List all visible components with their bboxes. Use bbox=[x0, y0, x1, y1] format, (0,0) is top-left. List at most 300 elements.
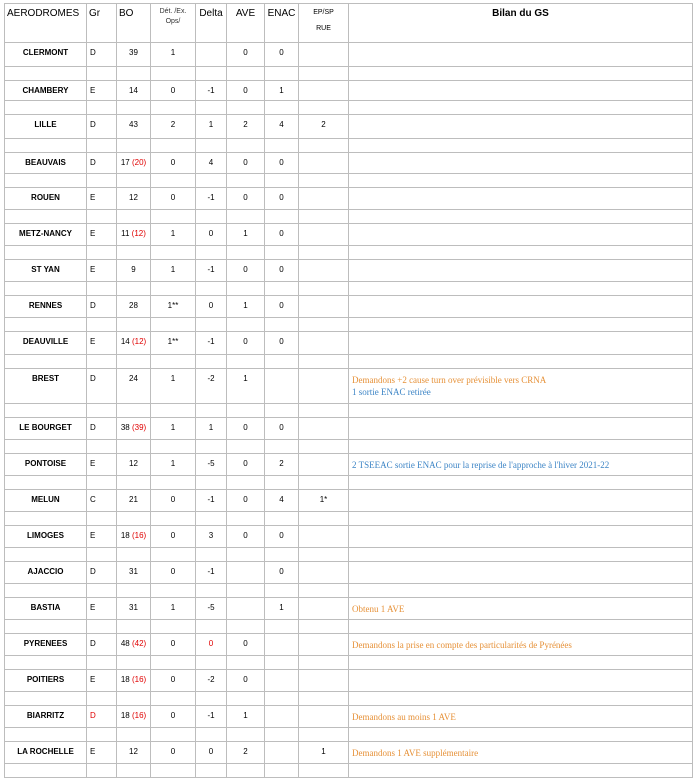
ep-rue-cell bbox=[299, 43, 349, 67]
ave-cell: 2 bbox=[227, 115, 265, 139]
empty-cell bbox=[87, 548, 117, 562]
empty-cell bbox=[5, 174, 87, 188]
enac-cell: 0 bbox=[265, 153, 299, 174]
spacer-row bbox=[5, 282, 693, 296]
empty-cell bbox=[196, 764, 227, 778]
aerodrome-name: LA ROCHELLE bbox=[5, 742, 87, 764]
spacer-row bbox=[5, 512, 693, 526]
empty-cell bbox=[196, 512, 227, 526]
bo-cell bbox=[117, 634, 151, 656]
table-row bbox=[5, 332, 693, 355]
empty-cell bbox=[5, 656, 87, 670]
empty-cell bbox=[299, 210, 349, 224]
det-cell: 0 bbox=[151, 188, 196, 210]
group-cell: D bbox=[87, 418, 117, 440]
ave-cell: 0 bbox=[227, 454, 265, 476]
aerodrome-name: PYRENEES bbox=[5, 634, 87, 656]
bo-cell bbox=[117, 153, 151, 174]
empty-cell bbox=[349, 548, 693, 562]
header-bo: BO bbox=[117, 4, 151, 43]
delta-cell: 0 bbox=[196, 742, 227, 764]
empty-cell bbox=[299, 476, 349, 490]
bo-value: 14 bbox=[120, 337, 130, 346]
aerodrome-name: BASTIA bbox=[5, 598, 87, 620]
bilan-cell bbox=[349, 454, 693, 476]
empty-cell bbox=[299, 548, 349, 562]
ep-rue-cell bbox=[299, 296, 349, 318]
empty-cell bbox=[299, 620, 349, 634]
header-bilan: Bilan du GS bbox=[349, 4, 693, 43]
empty-cell bbox=[349, 764, 693, 778]
empty-cell bbox=[265, 548, 299, 562]
header-rue: RUE bbox=[316, 25, 331, 32]
staffing-table bbox=[4, 3, 693, 778]
ave-cell: 0 bbox=[227, 260, 265, 282]
empty-cell bbox=[151, 728, 196, 742]
delta-cell: 0 bbox=[196, 224, 227, 246]
table-row bbox=[5, 634, 693, 656]
aerodrome-name: LE BOURGET bbox=[5, 418, 87, 440]
delta-cell: -1 bbox=[196, 188, 227, 210]
empty-cell bbox=[151, 476, 196, 490]
table-row bbox=[5, 369, 693, 404]
delta-cell: 0 bbox=[196, 634, 227, 656]
bo-value: 18 bbox=[120, 675, 130, 684]
empty-cell bbox=[265, 404, 299, 418]
ave-cell: 0 bbox=[227, 332, 265, 355]
table-row bbox=[5, 598, 693, 620]
aerodrome-name: PONTOISE bbox=[5, 454, 87, 476]
bo-target-value: (42) bbox=[131, 639, 147, 648]
empty-cell bbox=[349, 476, 693, 490]
bo-cell bbox=[117, 670, 151, 692]
bo-value: 39 bbox=[129, 48, 138, 57]
empty-cell bbox=[349, 620, 693, 634]
delta-cell: -1 bbox=[196, 562, 227, 584]
bo-cell bbox=[117, 369, 151, 404]
empty-cell bbox=[87, 355, 117, 369]
ep-rue-cell bbox=[299, 634, 349, 656]
header-ave: AVE bbox=[227, 4, 265, 43]
bilan-cell bbox=[349, 81, 693, 101]
empty-cell bbox=[349, 355, 693, 369]
enac-cell: 2 bbox=[265, 454, 299, 476]
table-row bbox=[5, 115, 693, 139]
det-cell: 1 bbox=[151, 260, 196, 282]
bilan-cell bbox=[349, 260, 693, 282]
enac-cell: 0 bbox=[265, 296, 299, 318]
group-cell: D bbox=[87, 153, 117, 174]
empty-cell bbox=[117, 318, 151, 332]
group-cell: D bbox=[87, 115, 117, 139]
bo-value: 12 bbox=[129, 459, 138, 468]
group-cell: D bbox=[87, 296, 117, 318]
empty-cell bbox=[87, 67, 117, 81]
empty-cell bbox=[299, 282, 349, 296]
bilan-cell bbox=[349, 598, 693, 620]
spacer-row bbox=[5, 318, 693, 332]
bo-target-value: (16) bbox=[131, 531, 147, 540]
empty-cell bbox=[196, 656, 227, 670]
delta-cell: 1 bbox=[196, 115, 227, 139]
spacer-row bbox=[5, 476, 693, 490]
empty-cell bbox=[299, 246, 349, 260]
ave-cell: 0 bbox=[227, 490, 265, 512]
ave-cell: 0 bbox=[227, 634, 265, 656]
header-aerodromes: AERODROMES bbox=[5, 4, 87, 43]
delta-cell: 1 bbox=[196, 418, 227, 440]
empty-cell bbox=[196, 584, 227, 598]
empty-cell bbox=[349, 318, 693, 332]
empty-cell bbox=[196, 440, 227, 454]
table-row bbox=[5, 224, 693, 246]
group-cell: D bbox=[87, 634, 117, 656]
bilan-cell bbox=[349, 742, 693, 764]
det-cell: 2 bbox=[151, 115, 196, 139]
empty-cell bbox=[299, 67, 349, 81]
empty-cell bbox=[227, 584, 265, 598]
empty-cell bbox=[265, 692, 299, 706]
empty-cell bbox=[299, 355, 349, 369]
bo-value: 14 bbox=[129, 86, 138, 95]
table-row bbox=[5, 296, 693, 318]
empty-cell bbox=[117, 548, 151, 562]
ave-cell: 0 bbox=[227, 43, 265, 67]
empty-cell bbox=[196, 101, 227, 115]
enac-cell: 0 bbox=[265, 188, 299, 210]
empty-cell bbox=[349, 139, 693, 153]
ep-rue-cell: 1 bbox=[299, 742, 349, 764]
empty-cell bbox=[299, 174, 349, 188]
empty-cell bbox=[196, 174, 227, 188]
spacer-row bbox=[5, 139, 693, 153]
empty-cell bbox=[349, 174, 693, 188]
empty-cell bbox=[5, 318, 87, 332]
bo-cell bbox=[117, 454, 151, 476]
enac-cell: 0 bbox=[265, 562, 299, 584]
enac-cell: 0 bbox=[265, 260, 299, 282]
aerodrome-name: AJACCIO bbox=[5, 562, 87, 584]
det-cell: 1** bbox=[151, 332, 196, 355]
empty-cell bbox=[227, 139, 265, 153]
aerodrome-name: BIARRITZ bbox=[5, 706, 87, 728]
empty-cell bbox=[299, 584, 349, 598]
empty-cell bbox=[299, 512, 349, 526]
empty-cell bbox=[5, 584, 87, 598]
empty-cell bbox=[227, 246, 265, 260]
empty-cell bbox=[117, 174, 151, 188]
delta-cell: -2 bbox=[196, 670, 227, 692]
bo-cell bbox=[117, 742, 151, 764]
empty-cell bbox=[349, 210, 693, 224]
empty-cell bbox=[5, 101, 87, 115]
spacer-row bbox=[5, 764, 693, 778]
group-cell: C bbox=[87, 490, 117, 512]
bilan-cell bbox=[349, 706, 693, 728]
ave-cell bbox=[227, 562, 265, 584]
delta-cell: 4 bbox=[196, 153, 227, 174]
bilan-cell bbox=[349, 332, 693, 355]
group-cell: E bbox=[87, 224, 117, 246]
empty-cell bbox=[87, 692, 117, 706]
empty-cell bbox=[227, 67, 265, 81]
det-cell: 0 bbox=[151, 670, 196, 692]
table-row bbox=[5, 526, 693, 548]
enac-cell: 4 bbox=[265, 115, 299, 139]
empty-cell bbox=[349, 404, 693, 418]
ave-cell: 1 bbox=[227, 224, 265, 246]
empty-cell bbox=[349, 282, 693, 296]
bilan-cell bbox=[349, 670, 693, 692]
header-delta: Delta bbox=[196, 4, 227, 43]
empty-cell bbox=[87, 476, 117, 490]
enac-cell: 4 bbox=[265, 490, 299, 512]
empty-cell bbox=[265, 620, 299, 634]
ave-cell: 0 bbox=[227, 153, 265, 174]
group-cell: E bbox=[87, 188, 117, 210]
empty-cell bbox=[5, 404, 87, 418]
table-row bbox=[5, 454, 693, 476]
bo-cell bbox=[117, 332, 151, 355]
empty-cell bbox=[87, 584, 117, 598]
empty-cell bbox=[349, 728, 693, 742]
empty-cell bbox=[117, 584, 151, 598]
table-row bbox=[5, 81, 693, 101]
empty-cell bbox=[299, 404, 349, 418]
empty-cell bbox=[265, 318, 299, 332]
empty-cell bbox=[196, 139, 227, 153]
bo-value: 11 bbox=[121, 229, 130, 238]
group-cell: D bbox=[87, 706, 117, 728]
empty-cell bbox=[299, 101, 349, 115]
empty-cell bbox=[5, 282, 87, 296]
bo-value: 31 bbox=[129, 567, 138, 576]
empty-cell bbox=[349, 512, 693, 526]
delta-cell: -5 bbox=[196, 454, 227, 476]
empty-cell bbox=[349, 246, 693, 260]
empty-cell bbox=[227, 440, 265, 454]
spacer-row bbox=[5, 210, 693, 224]
header-row bbox=[5, 4, 693, 43]
empty-cell bbox=[227, 548, 265, 562]
enac-cell bbox=[265, 369, 299, 404]
det-cell: 1 bbox=[151, 224, 196, 246]
aerodrome-name: ROUEN bbox=[5, 188, 87, 210]
empty-cell bbox=[5, 440, 87, 454]
empty-cell bbox=[227, 282, 265, 296]
bo-cell bbox=[117, 598, 151, 620]
empty-cell bbox=[349, 101, 693, 115]
det-cell: 1** bbox=[151, 296, 196, 318]
spacer-row bbox=[5, 728, 693, 742]
empty-cell bbox=[265, 512, 299, 526]
bilan-cell bbox=[349, 369, 693, 404]
enac-cell: 1 bbox=[265, 81, 299, 101]
header-det-label: Dét. /Ex. Ops/ bbox=[159, 8, 187, 25]
ave-cell: 0 bbox=[227, 188, 265, 210]
ep-rue-cell bbox=[299, 369, 349, 404]
det-cell: 1 bbox=[151, 369, 196, 404]
empty-cell bbox=[87, 404, 117, 418]
spacer-row bbox=[5, 548, 693, 562]
empty-cell bbox=[151, 318, 196, 332]
empty-cell bbox=[227, 764, 265, 778]
header-gr: Gr bbox=[87, 4, 117, 43]
aerodrome-name: CHAMBERY bbox=[5, 81, 87, 101]
empty-cell bbox=[151, 512, 196, 526]
empty-cell bbox=[349, 67, 693, 81]
aerodrome-name: BEAUVAIS bbox=[5, 153, 87, 174]
ep-rue-cell bbox=[299, 224, 349, 246]
empty-cell bbox=[151, 67, 196, 81]
table-row bbox=[5, 153, 693, 174]
empty-cell bbox=[196, 210, 227, 224]
empty-cell bbox=[196, 67, 227, 81]
aerodrome-name: DEAUVILLE bbox=[5, 332, 87, 355]
table-row bbox=[5, 490, 693, 512]
empty-cell bbox=[196, 404, 227, 418]
table-row bbox=[5, 706, 693, 728]
ep-rue-cell bbox=[299, 418, 349, 440]
delta-cell: -5 bbox=[196, 598, 227, 620]
ep-rue-cell bbox=[299, 260, 349, 282]
bo-value: 12 bbox=[129, 193, 138, 202]
bilan-cell bbox=[349, 115, 693, 139]
det-cell: 0 bbox=[151, 153, 196, 174]
empty-cell bbox=[87, 210, 117, 224]
det-cell: 1 bbox=[151, 418, 196, 440]
empty-cell bbox=[227, 174, 265, 188]
enac-cell bbox=[265, 670, 299, 692]
bilan-cell bbox=[349, 490, 693, 512]
det-cell: 0 bbox=[151, 526, 196, 548]
ep-rue-cell bbox=[299, 332, 349, 355]
delta-cell: 3 bbox=[196, 526, 227, 548]
empty-cell bbox=[87, 512, 117, 526]
spacer-row bbox=[5, 67, 693, 81]
empty-cell bbox=[196, 548, 227, 562]
group-cell: E bbox=[87, 670, 117, 692]
bilan-cell bbox=[349, 296, 693, 318]
empty-cell bbox=[87, 728, 117, 742]
group-cell: D bbox=[87, 369, 117, 404]
empty-cell bbox=[151, 404, 196, 418]
empty-cell bbox=[5, 355, 87, 369]
delta-cell bbox=[196, 43, 227, 67]
empty-cell bbox=[265, 584, 299, 598]
empty-cell bbox=[151, 764, 196, 778]
det-cell: 1 bbox=[151, 43, 196, 67]
empty-cell bbox=[265, 139, 299, 153]
staffing-table-container bbox=[4, 3, 693, 778]
enac-cell bbox=[265, 742, 299, 764]
spacer-row bbox=[5, 174, 693, 188]
empty-cell bbox=[299, 764, 349, 778]
empty-cell bbox=[117, 210, 151, 224]
empty-cell bbox=[151, 692, 196, 706]
empty-cell bbox=[151, 210, 196, 224]
empty-cell bbox=[265, 476, 299, 490]
empty-cell bbox=[117, 656, 151, 670]
empty-cell bbox=[5, 139, 87, 153]
bo-value: 21 bbox=[129, 495, 138, 504]
ep-rue-cell bbox=[299, 562, 349, 584]
bo-value: 12 bbox=[129, 747, 138, 756]
bo-cell bbox=[117, 43, 151, 67]
ave-cell: 2 bbox=[227, 742, 265, 764]
bilan-cell bbox=[349, 153, 693, 174]
bo-cell bbox=[117, 490, 151, 512]
empty-cell bbox=[87, 620, 117, 634]
empty-cell bbox=[5, 246, 87, 260]
enac-cell: 0 bbox=[265, 418, 299, 440]
ep-rue-cell: 1* bbox=[299, 490, 349, 512]
bo-target-value: (12) bbox=[131, 229, 146, 238]
header-ep-rue bbox=[299, 4, 349, 43]
bo-cell bbox=[117, 562, 151, 584]
empty-cell bbox=[87, 282, 117, 296]
enac-cell: 0 bbox=[265, 332, 299, 355]
empty-cell bbox=[87, 246, 117, 260]
empty-cell bbox=[117, 139, 151, 153]
bilan-cell bbox=[349, 526, 693, 548]
empty-cell bbox=[151, 355, 196, 369]
empty-cell bbox=[299, 318, 349, 332]
enac-cell: 0 bbox=[265, 43, 299, 67]
empty-cell bbox=[151, 440, 196, 454]
empty-cell bbox=[87, 440, 117, 454]
ave-cell: 1 bbox=[227, 369, 265, 404]
table-row bbox=[5, 418, 693, 440]
det-cell: 0 bbox=[151, 562, 196, 584]
delta-cell: -1 bbox=[196, 81, 227, 101]
det-cell: 0 bbox=[151, 634, 196, 656]
delta-cell: -1 bbox=[196, 260, 227, 282]
bo-value: 9 bbox=[131, 265, 136, 274]
empty-cell bbox=[196, 355, 227, 369]
table-row bbox=[5, 670, 693, 692]
empty-cell bbox=[117, 440, 151, 454]
spacer-row bbox=[5, 656, 693, 670]
bo-value: 43 bbox=[129, 120, 138, 129]
bo-cell bbox=[117, 526, 151, 548]
ave-cell bbox=[227, 598, 265, 620]
delta-cell: 0 bbox=[196, 296, 227, 318]
empty-cell bbox=[196, 620, 227, 634]
empty-cell bbox=[227, 728, 265, 742]
aerodrome-name: POITIERS bbox=[5, 670, 87, 692]
empty-cell bbox=[117, 404, 151, 418]
enac-cell: 0 bbox=[265, 526, 299, 548]
ep-rue-cell bbox=[299, 81, 349, 101]
empty-cell bbox=[87, 318, 117, 332]
bo-cell bbox=[117, 188, 151, 210]
ave-cell: 0 bbox=[227, 526, 265, 548]
empty-cell bbox=[265, 440, 299, 454]
empty-cell bbox=[117, 692, 151, 706]
spacer-row bbox=[5, 404, 693, 418]
group-cell: D bbox=[87, 43, 117, 67]
ave-cell: 1 bbox=[227, 706, 265, 728]
bo-cell bbox=[117, 260, 151, 282]
empty-cell bbox=[299, 728, 349, 742]
empty-cell bbox=[151, 548, 196, 562]
spacer-row bbox=[5, 355, 693, 369]
ep-rue-cell bbox=[299, 706, 349, 728]
empty-cell bbox=[227, 101, 265, 115]
empty-cell bbox=[265, 656, 299, 670]
bo-value: 48 bbox=[120, 639, 130, 648]
